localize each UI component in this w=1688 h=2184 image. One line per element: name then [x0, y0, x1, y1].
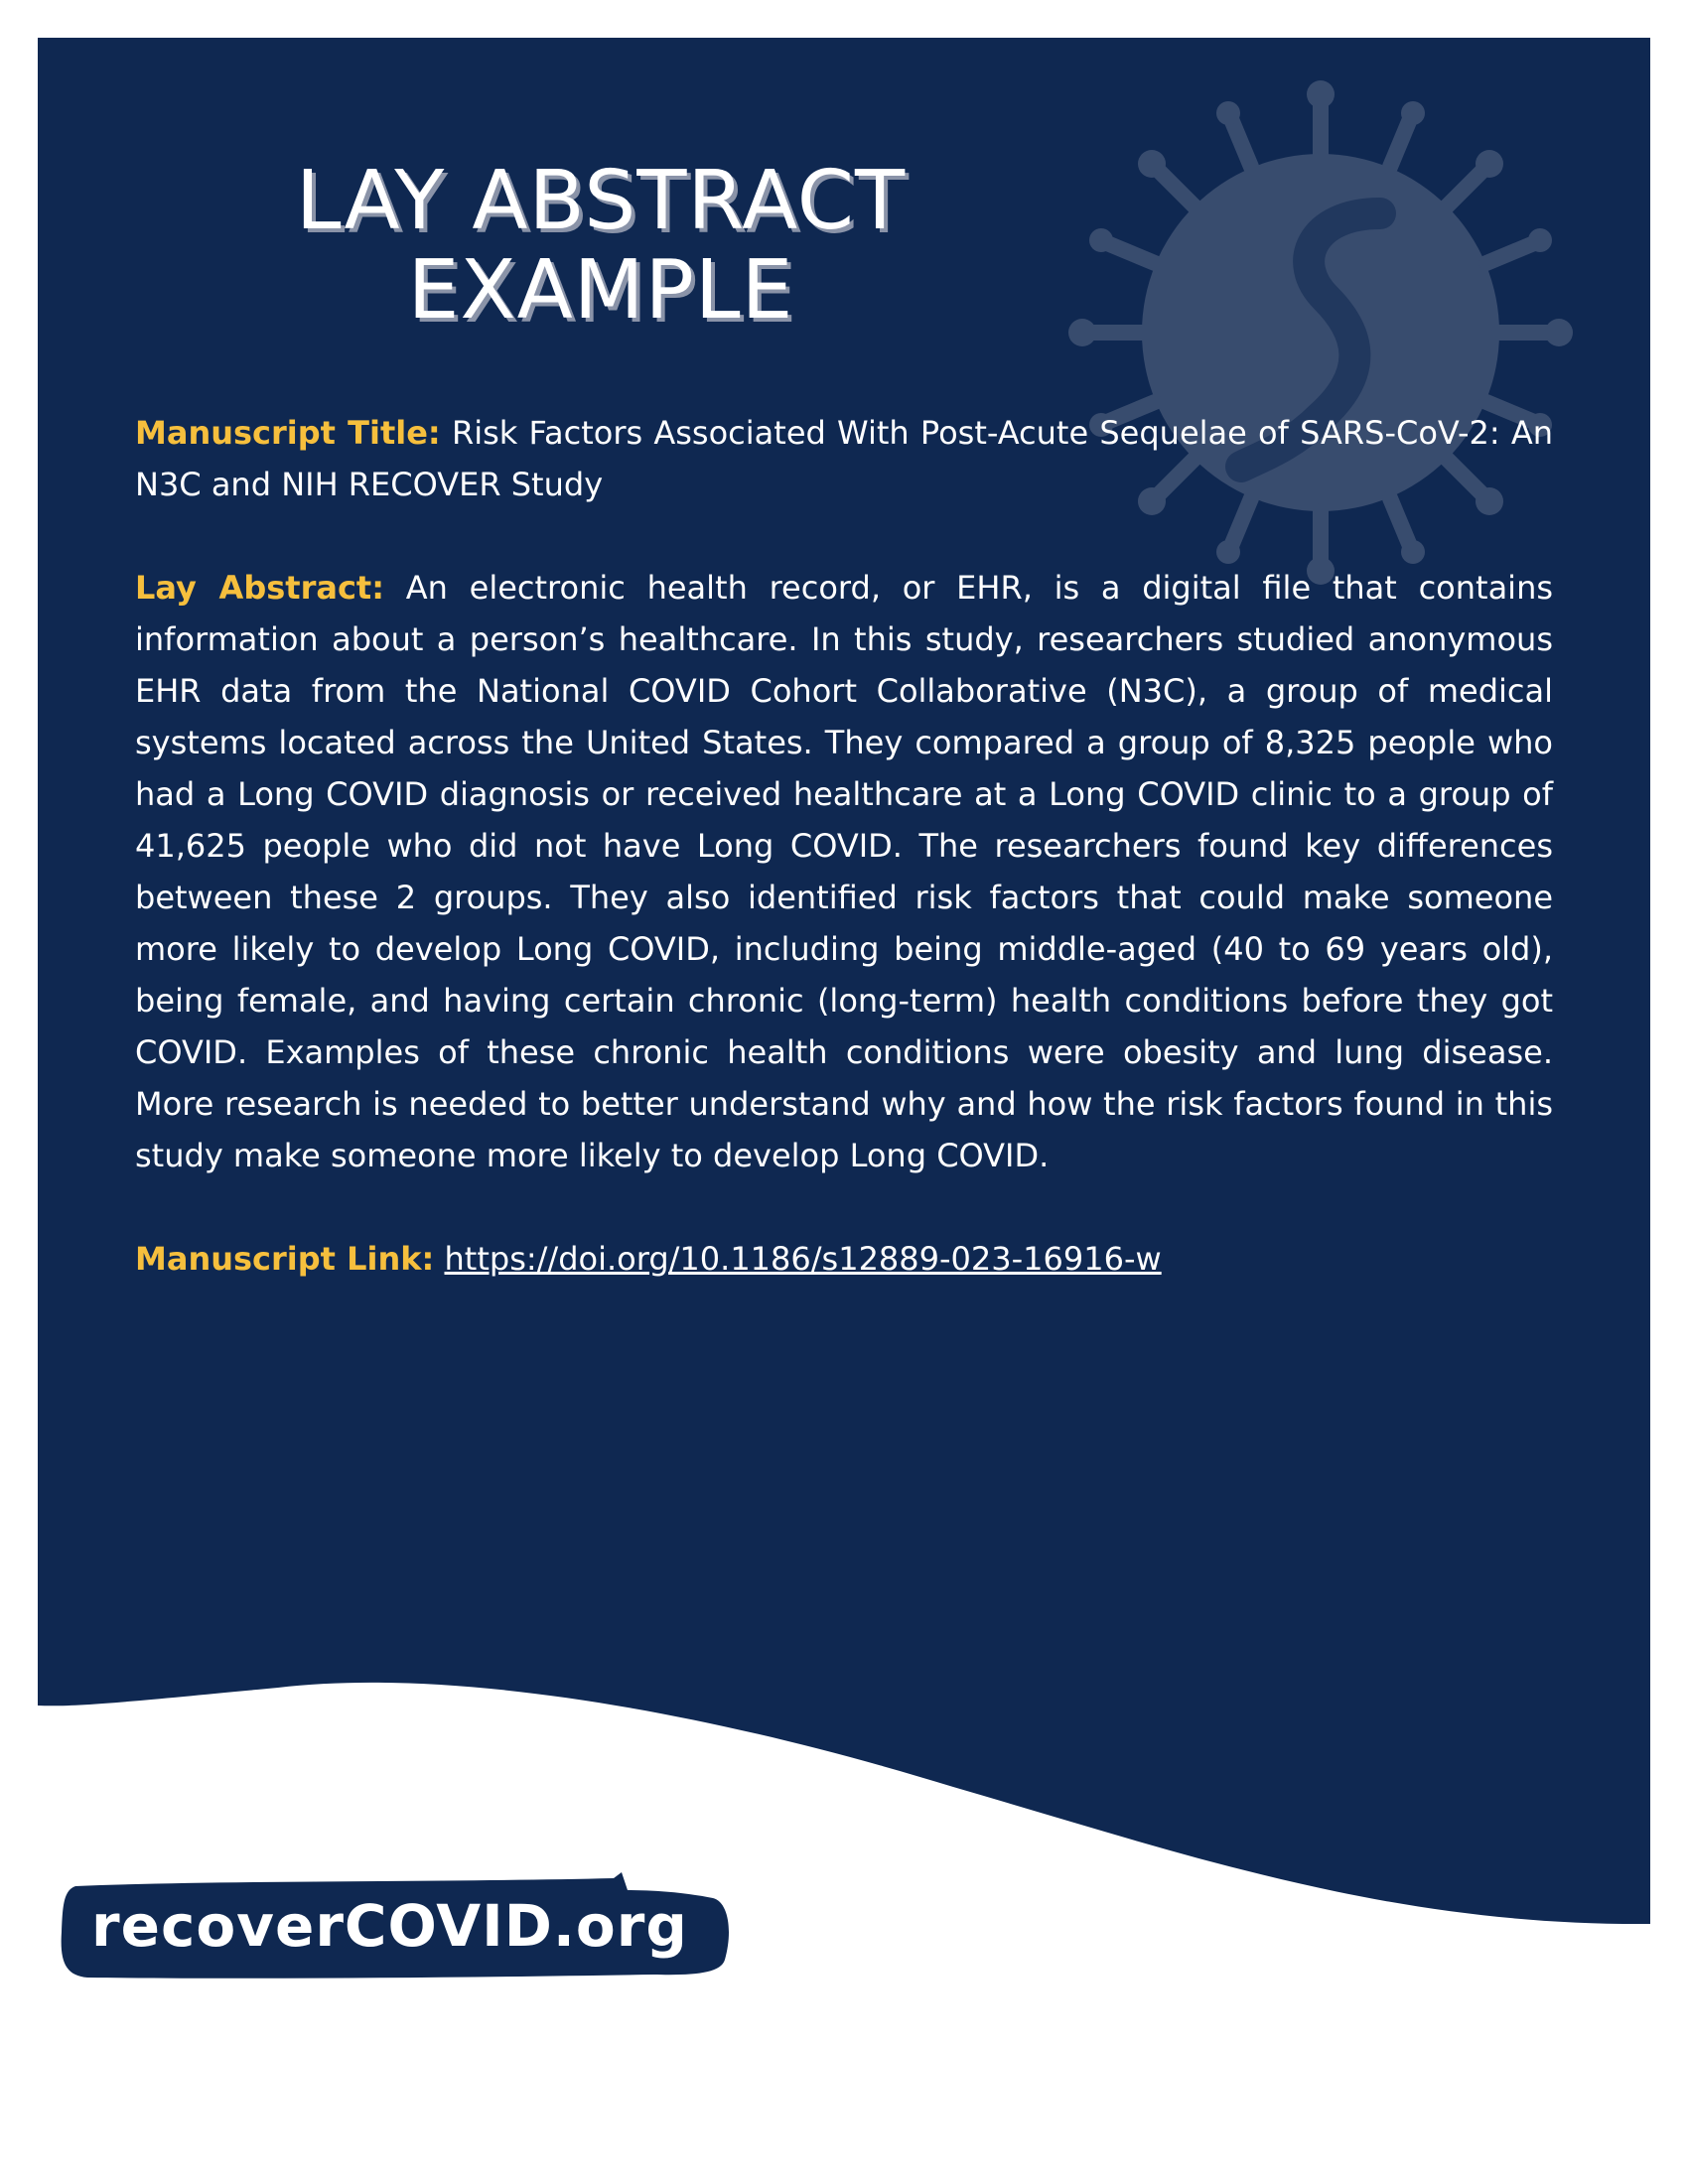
manuscript-link[interactable]: https://doi.org/10.1186/s12889-023-16916-w: [444, 1240, 1162, 1278]
lay-abstract-paragraph: [135, 562, 1553, 1181]
abstract-content: [135, 407, 1553, 1336]
title-line-2: EXAMPLE: [407, 243, 794, 338]
brand-logo-text[interactable]: recoverCOVID.org: [91, 1892, 688, 1960]
manuscript-link-paragraph: [135, 1233, 1553, 1285]
manuscript-link-label: Manuscript Link:: [135, 1240, 435, 1278]
title-line-1: LAY ABSTRACT: [295, 154, 907, 248]
manuscript-title-text: Risk Factors Associated With Post-Acute Sequelae of SARS-CoV-2: An N3C and NIH RECOVER Study: [135, 414, 1554, 503]
manuscript-title-paragraph: [135, 407, 1553, 510]
lay-abstract-label: Lay Abstract:: [135, 569, 385, 607]
manuscript-title-label: Manuscript Title:: [135, 414, 441, 452]
lay-abstract-text: An electronic health record, or EHR, is a digital file that contains information about a person’s healthcare. In this study, researchers studied anonymous EHR data from the National COVID Cohort Collaborative (N3C), a group of medical systems located across the United States. They compared a group of 8,325 people who had a Long COVID diagnosis or received healthcare at a Long COVID clinic to a group of 41,625 people who did not have Long COVID. The researchers found key differences between these 2 groups. They also identified risk factors that could make someone more likely to develop Long COVID, including being middle-aged (40 to 69 years old), being female, and having certain chronic (long-term) health conditions before they got COVID. Examples of these chronic health conditions were obesity and lung disease. More research is needed to better understand why and how the risk factors found in this study make someone more likely to develop Long COVID.: [135, 569, 1554, 1174]
page-title: [199, 154, 1003, 338]
